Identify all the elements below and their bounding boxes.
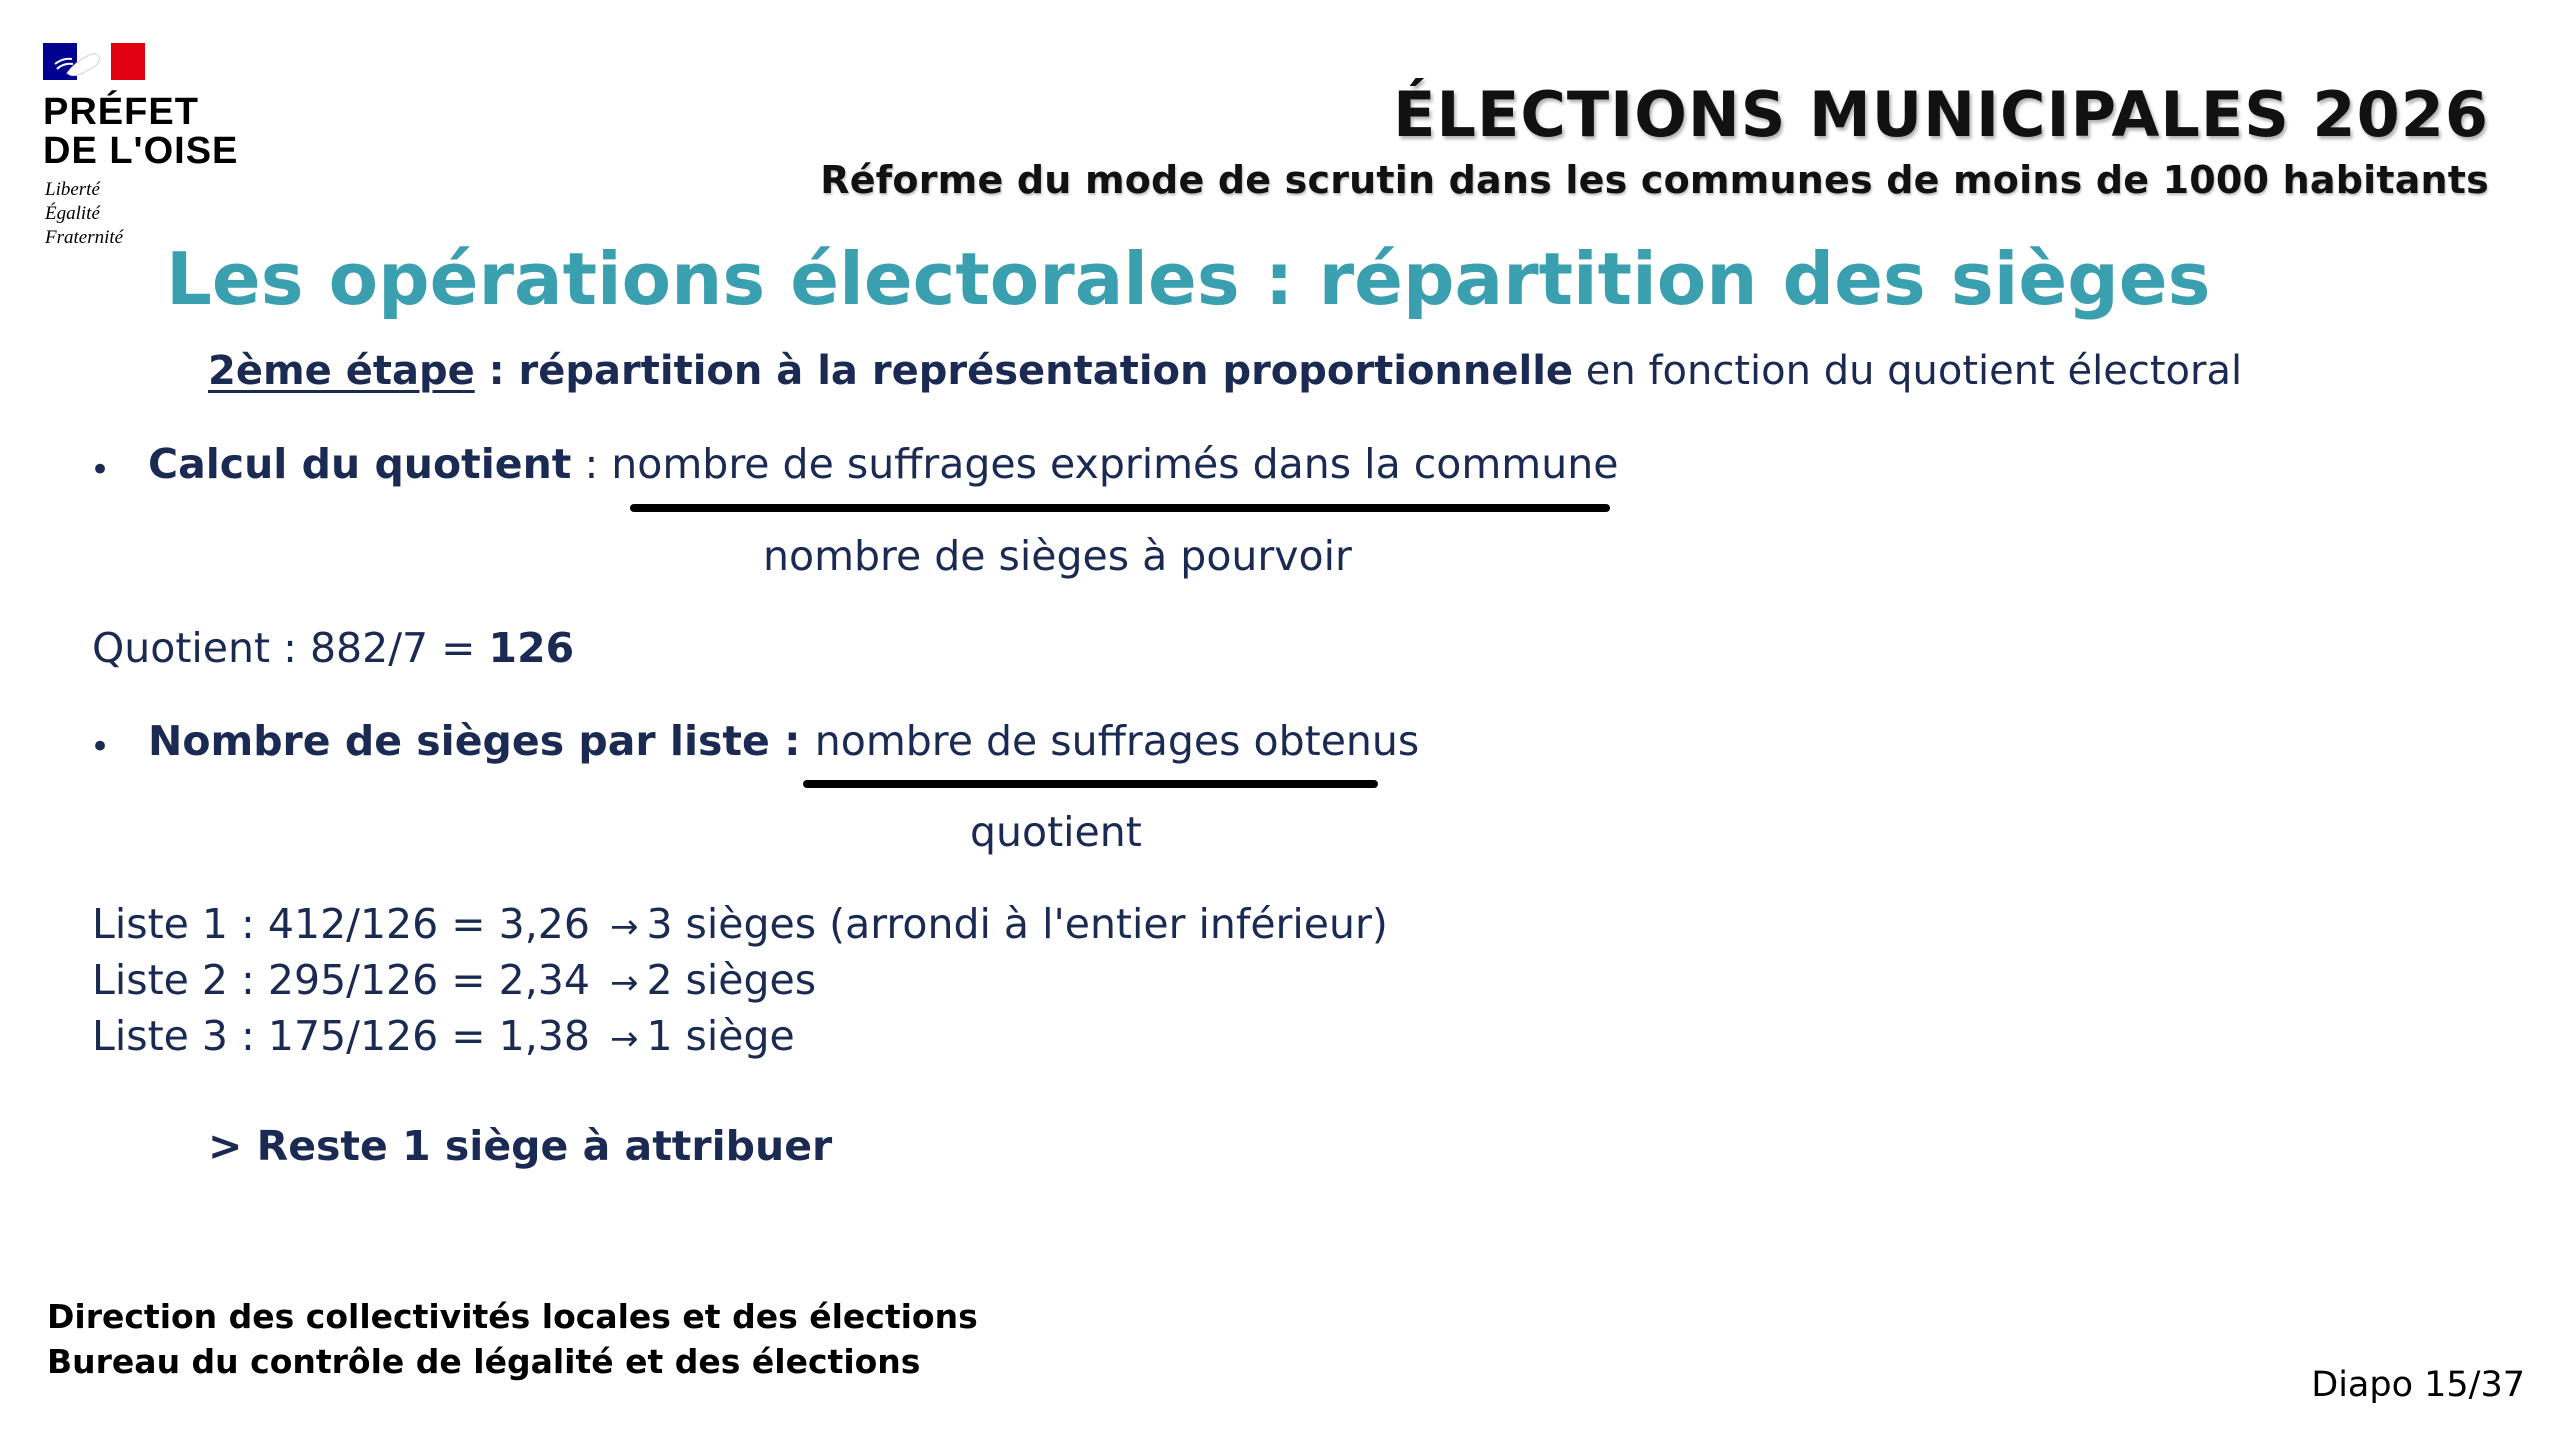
- quotient-result-value: 126: [488, 624, 575, 672]
- step-rest-text: en fonction du quotient électoral: [1573, 348, 2243, 394]
- header-title: ÉLECTIONS MUNICIPALES 2026: [1393, 78, 2489, 151]
- remaining-seats-note: > Reste 1 siège à attribuer: [208, 1122, 833, 1170]
- logo-text-prefet: PRÉFET: [43, 91, 199, 133]
- quotient-formula-sep: :: [571, 440, 612, 488]
- bullet-icon: •: [90, 450, 111, 490]
- seats-formula: [148, 717, 1419, 765]
- logo-text-oise: DE L'OISE: [43, 130, 239, 172]
- motto-egalite: Égalité: [45, 203, 100, 224]
- list-result-1: [92, 900, 1388, 948]
- list-seats: 3 sièges (arrondi à l'entier inférieur): [646, 900, 1388, 948]
- slide-counter: Diapo 15/37: [2311, 1365, 2525, 1405]
- quotient-numerator: nombre de suffrages exprimés dans la commune: [611, 440, 1619, 488]
- list-seats: 2 sièges: [646, 956, 817, 1004]
- footer-bureau: Bureau du contrôle de légalité et des élections: [47, 1342, 921, 1381]
- footer-direction: Direction des collectivités locales et des élections: [47, 1297, 978, 1336]
- fraction-bar: [803, 780, 1378, 788]
- list-result-3: [92, 1012, 795, 1060]
- seats-denominator: quotient: [970, 808, 1142, 856]
- quotient-result: [92, 624, 574, 672]
- quotient-formula: [148, 440, 1618, 488]
- list-calc: Liste 1 : 412/126 = 3,26: [92, 900, 590, 948]
- list-result-2: [92, 956, 816, 1004]
- seats-formula-label: Nombre de sièges par liste :: [148, 717, 815, 765]
- step-bold-text: : répartition à la représentation proportionnelle: [474, 348, 1574, 394]
- header-subtitle: Réforme du mode de scrutin dans les communes de moins de 1000 habitants: [820, 158, 2489, 202]
- arrow-right-icon: →: [609, 907, 639, 947]
- arrow-right-icon: →: [609, 1019, 639, 1059]
- marianne-flag-logo: [43, 43, 145, 80]
- list-seats: 1 siège: [646, 1012, 795, 1060]
- step-label: 2ème étape: [208, 348, 475, 394]
- list-calc: Liste 3 : 175/126 = 1,38: [92, 1012, 590, 1060]
- motto-fraternite: Fraternité: [45, 227, 124, 248]
- bullet-icon: •: [90, 727, 111, 767]
- list-calc: Liste 2 : 295/126 = 2,34: [92, 956, 590, 1004]
- fraction-bar: [630, 504, 1610, 512]
- quotient-result-text: Quotient : 882/7 =: [92, 624, 489, 672]
- step-description: [208, 348, 2242, 394]
- arrow-right-icon: →: [609, 963, 639, 1003]
- slide-title: Les opérations électorales : répartition des sièges: [166, 237, 2211, 321]
- motto-liberte: Liberté: [45, 179, 100, 200]
- quotient-formula-label: Calcul du quotient: [148, 440, 572, 488]
- seats-numerator: nombre de suffrages obtenus: [814, 717, 1420, 765]
- quotient-denominator: nombre de sièges à pourvoir: [763, 532, 1352, 580]
